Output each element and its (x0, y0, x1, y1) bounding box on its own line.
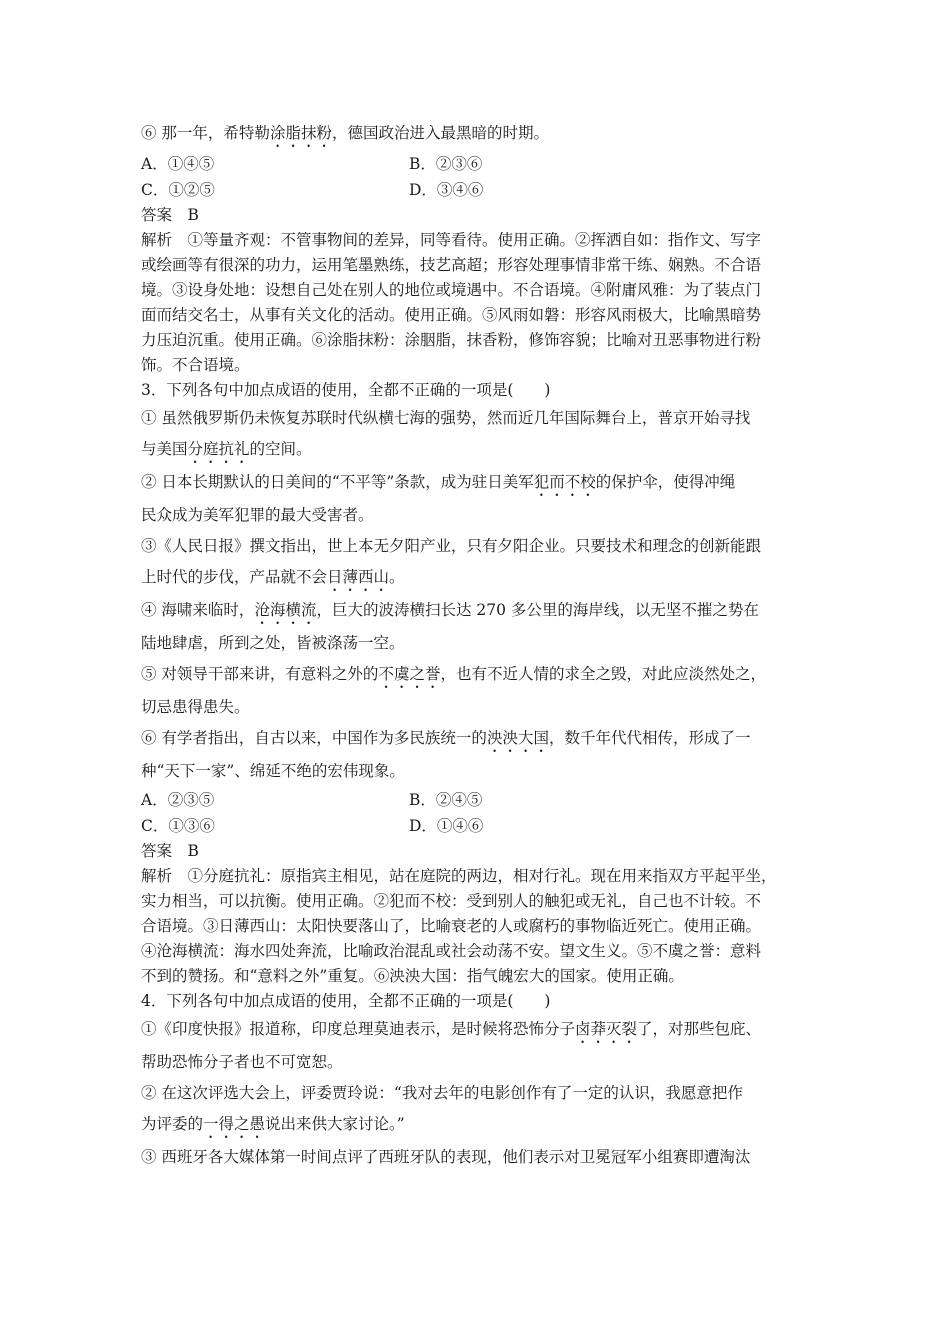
text-line (141, 253, 819, 278)
option-left: C．①③⑥ (141, 817, 215, 835)
text-run: ① 虽然俄罗斯仍未恢复苏联时代纵横七海的强势，然而近几年国际舞台上，普京开始寻找 (141, 409, 751, 427)
emphasized-idiom: 涂脂抹粉 (269, 124, 332, 142)
text-run: ①《印度快报》报道称，印度总理莫迪表示，是时候将恐怖分子 (141, 1020, 576, 1038)
text-run: ，也有不近人情的求全之毁，对此应淡然处之， (440, 665, 766, 683)
text-run: 3．下列各句中加点成语的使用，全都不正确的一项是( ) (141, 381, 551, 399)
option-right: D．③④⑥ (409, 181, 484, 199)
text-line (141, 964, 819, 989)
sentence-line (141, 500, 819, 531)
text-run: ⑥ 有学者指出，自古以来，中国作为多民族统一的 (141, 729, 487, 747)
emphasized-idiom: 不虞之誉 (378, 665, 441, 683)
option-row (141, 177, 819, 203)
text-run: ④ 海啸来临时， (141, 601, 255, 619)
text-line (141, 839, 819, 864)
text-line (141, 203, 819, 228)
sentence-line (141, 659, 819, 692)
text-run: 为评委的 (141, 1115, 204, 1133)
sentence-line (141, 403, 819, 434)
text-line (141, 353, 819, 378)
option-right: D．①④⑥ (409, 817, 484, 835)
text-run: ④沧海横流：海水四处奔流，比喻政治混乱或社会动荡不安。望文生义。⑤不虞之誉：意料 (141, 942, 762, 960)
sentence-line (141, 628, 819, 659)
emphasized-idiom: 一得之愚 (203, 1115, 266, 1133)
text-run: 4．下列各句中加点成语的使用，全都不正确的一项是( ) (141, 992, 551, 1010)
text-run: 或绘画等有很深的功力，运用笔墨熟练，技艺高超；形容处理事情非常干练、娴熟。不合语 (141, 256, 762, 274)
emphasized-idiom: 沧海横流 (254, 601, 317, 619)
text-run: 说出来供大家讨论。” (265, 1115, 405, 1133)
text-run: ⑤ 对领导干部来讲，有意料之外的 (141, 665, 379, 683)
text-run: ② 在这次评选大会上，评委贾玲说：“我对去年的电影创作有了一定的认识，我愿意把作 (141, 1084, 743, 1102)
sentence-line (141, 531, 819, 562)
text-run: ⑥ 那一年，希特勒 (141, 124, 270, 142)
text-run: 面而结交名士，从事有关文化的活动。使用正确。⑤风雨如磐：形容风雨极大，比喻黑暗势 (141, 306, 762, 324)
sentence-line (141, 1047, 819, 1078)
text-line (141, 939, 819, 964)
text-run: 的保护伞，使得冲绳 (595, 473, 736, 491)
option-left: A．②③⑤ (141, 791, 215, 809)
option-row (141, 151, 819, 177)
text-line (141, 278, 819, 303)
text-run: 合语境。③日薄西山：太阳快要落山了，比喻衰老的人或腐朽的事物临近死亡。使用正确。 (141, 917, 762, 935)
text-line (141, 328, 819, 353)
text-run: 答案 B (141, 842, 199, 860)
emphasized-idiom: 犯而不校 (533, 473, 596, 491)
text-run: 种“天下一家”、绵延不绝的宏伟现象。 (141, 762, 405, 780)
text-line (141, 864, 819, 889)
sentence-line (141, 1109, 819, 1142)
document-body (141, 118, 819, 1173)
option-left: C．①②⑤ (141, 181, 215, 199)
sentence-line (141, 595, 819, 628)
sentence-line (141, 1014, 819, 1047)
text-run: ③ 西班牙各大媒体第一时间点评了西班牙队的表现，他们表示对卫冕冠军小组赛即遭淘汰 (141, 1148, 751, 1166)
sentence-line (141, 1142, 819, 1173)
text-run: ，巨大的波涛横扫长达 270 多公里的海岸线，以无坚不摧之势在 (316, 601, 759, 619)
text-run: 。 (389, 568, 405, 586)
emphasized-idiom: 卤莽灭裂 (575, 1020, 638, 1038)
text-run: 解析 ①分庭抗礼：原指宾主相见，站在庭院的两边，相对行礼。现在用来指双方平起平坐， (141, 867, 777, 885)
sentence-line (141, 118, 819, 151)
text-run: 不到的赞扬。和“意料之外”重复。⑥泱泱大国：指气魄宏大的国家。使用正确。 (141, 967, 684, 985)
text-run: 上时代的步伐，产品就不会 (141, 568, 328, 586)
text-line (141, 228, 819, 253)
sentence-line (141, 723, 819, 756)
text-run: 帮助恐怖分子者也不可宽恕。 (141, 1053, 343, 1071)
text-line (141, 914, 819, 939)
text-line (141, 303, 819, 328)
option-right: B．②④⑤ (409, 791, 483, 809)
text-line (141, 989, 819, 1014)
sentence-line (141, 562, 819, 595)
text-run: 的空间。 (249, 440, 312, 458)
text-run: ③《人民日报》撰文指出，世上本无夕阳产业，只有夕阳企业。只要技术和理念的创新能跟 (141, 537, 762, 555)
sentence-line (141, 1078, 819, 1109)
emphasized-idiom: 日薄西山 (327, 568, 390, 586)
text-run: 了，对那些包庇、 (637, 1020, 762, 1038)
sentence-line (141, 434, 819, 467)
text-run: 境。③设身处地：设想自己处在别人的地位或境遇中。不合语境。④附庸风雅：为了装点门 (141, 281, 762, 299)
option-right: B．②③⑥ (409, 155, 483, 173)
sentence-line (141, 692, 819, 723)
sentence-line (141, 467, 819, 500)
text-run: ② 日本长期默认的日美间的“不平等”条款，成为驻日美军 (141, 473, 534, 491)
text-run: 与美国 (141, 440, 188, 458)
text-run: 切忌患得患失。 (141, 698, 250, 716)
text-run: 解析 ①等量齐观：不管事物间的差异，同等看待。使用正确。②挥洒自如：指作文、写字 (141, 231, 762, 249)
text-run: 答案 B (141, 206, 199, 224)
text-line (141, 378, 819, 403)
text-run: 饰。不合语境。 (141, 356, 250, 374)
text-run: 实力相当，可以抗衡。使用正确。②犯而不校：受到别人的触犯或无礼，自己也不计较。不 (141, 892, 762, 910)
emphasized-idiom: 分庭抗礼 (187, 440, 250, 458)
option-row (141, 787, 819, 813)
text-run: ，数千年代代相传，形成了一 (548, 729, 751, 747)
text-run: 民众成为美军犯罪的最大受害者。 (141, 506, 374, 524)
sentence-line (141, 756, 819, 787)
emphasized-idiom: 泱泱大国 (486, 729, 549, 747)
text-line (141, 889, 819, 914)
text-run: 力压迫沉重。使用正确。⑥涂脂抹粉：涂胭脂，抹香粉，修饰容貌；比喻对丑恶事物进行粉 (141, 331, 762, 349)
text-run: 陆地肆虐，所到之处，皆被涤荡一空。 (141, 634, 405, 652)
option-left: A．①④⑤ (141, 155, 215, 173)
text-run: ，德国政治进入最黑暗的时期。 (331, 124, 549, 142)
option-row (141, 813, 819, 839)
